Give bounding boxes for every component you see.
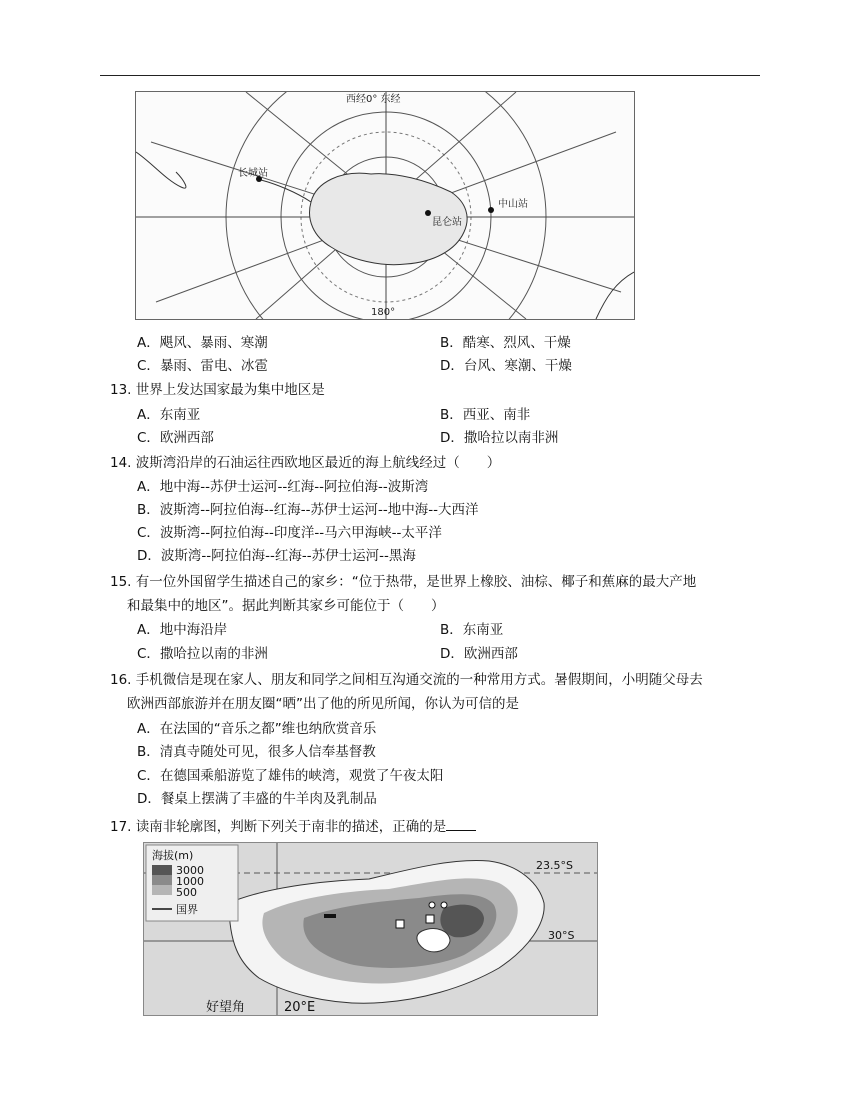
q15-option-d[interactable]: D．欧洲西部 [440,646,518,662]
q13-option-c[interactable]: C．欧洲西部 [137,430,214,446]
q16-stem-line2: 欧洲西部旅游并在朋友圈“晒”出了他的所见所闻，你认为可信的是 [127,696,519,712]
q14-stem: 14. 波斯湾沿岸的石油运往西欧地区最近的海上航线经过（ ） [110,455,501,471]
q15-stem-line2: 和最集中的地区”。据此判断其家乡可能位于（ ） [127,598,445,614]
q16-option-b[interactable]: B．清真寺随处可见，很多人信奉基督教 [137,744,376,760]
lat-23-5: 23.5°S [536,859,573,872]
q12-option-b[interactable]: B．酷寒、烈风、干燥 [440,335,571,351]
q13-stem: 13. 世界上发达国家最为集中地区是 [110,382,325,398]
station-changcheng: 长城站 [238,168,268,179]
q15-option-a[interactable]: A．地中海沿岸 [137,622,228,638]
q13-option-a[interactable]: A．东南亚 [137,407,201,423]
q14-option-b[interactable]: B．波斯湾--阿拉伯海--红海--苏伊士运河--地中海--大西洋 [137,502,479,518]
q16-option-d[interactable]: D．餐桌上摆满了丰盛的牛羊肉及乳制品 [137,791,377,807]
q14-option-c[interactable]: C．波斯湾--阿拉伯海--印度洋--马六甲海峡--太平洋 [137,525,442,541]
q12-option-d[interactable]: D．台风、寒潮、干燥 [440,358,572,374]
q14-option-a[interactable]: A．地中海--苏伊士运河--红海--阿拉伯海--波斯湾 [137,479,429,495]
legend-3000: 3000 [176,864,204,877]
q13-option-d[interactable]: D．撒哈拉以南非洲 [440,430,559,446]
q12-option-c[interactable]: C．暴雨、雷电、冰雹 [137,358,268,374]
q17-stem: 17. 读南非轮廓图，判断下列关于南非的描述，正确的是 [110,816,476,837]
legend-500: 500 [176,886,197,899]
q16-stem-line1: 16. 手机微信是现在家人、朋友和同学之间相互沟通交流的一种常用方式。暑假期间，小明随父母去 [110,672,703,688]
station-zhongshan: 中山站 [498,199,528,210]
answer-blank[interactable] [446,816,476,831]
lon-label: 20°E [284,1000,316,1015]
legend-title: 海拔(m) [152,849,194,862]
map1-top-label: 西经0° 东经 [346,94,401,105]
q14-option-d[interactable]: D．波斯湾--阿拉伯海--红海--苏伊士运河--黑海 [137,548,416,564]
q15-stem-line1: 15. 有一位外国留学生描述自己的家乡：“位于热带，是世界上橡胶、油棕、椰子和蕉麻的最大产地 [110,574,697,590]
q15-option-b[interactable]: B．东南亚 [440,622,504,638]
q16-option-a[interactable]: A．在法国的“音乐之都”维也纳欣赏音乐 [137,721,377,737]
station-kunlun: 昆仑站 [432,217,462,228]
q16-option-c[interactable]: C．在德国乘船游览了雄伟的峡湾，观赏了午夜太阳 [137,768,444,784]
q13-option-b[interactable]: B．西亚、南非 [440,407,531,423]
q15-option-c[interactable]: C．撒哈拉以南的非洲 [137,646,268,662]
q12-option-a[interactable]: A．飓风、暴雨、寒潮 [137,335,268,351]
legend-border: 国界 [176,903,198,916]
map1-bottom-label: 180° [371,307,396,318]
cape-label: 好望角 [206,1000,246,1015]
legend-1000: 1000 [176,875,204,888]
header-rule [100,75,760,76]
antarctica-map [135,91,635,320]
south-africa-map [143,842,598,1016]
lat-30: 30°S [548,929,575,942]
